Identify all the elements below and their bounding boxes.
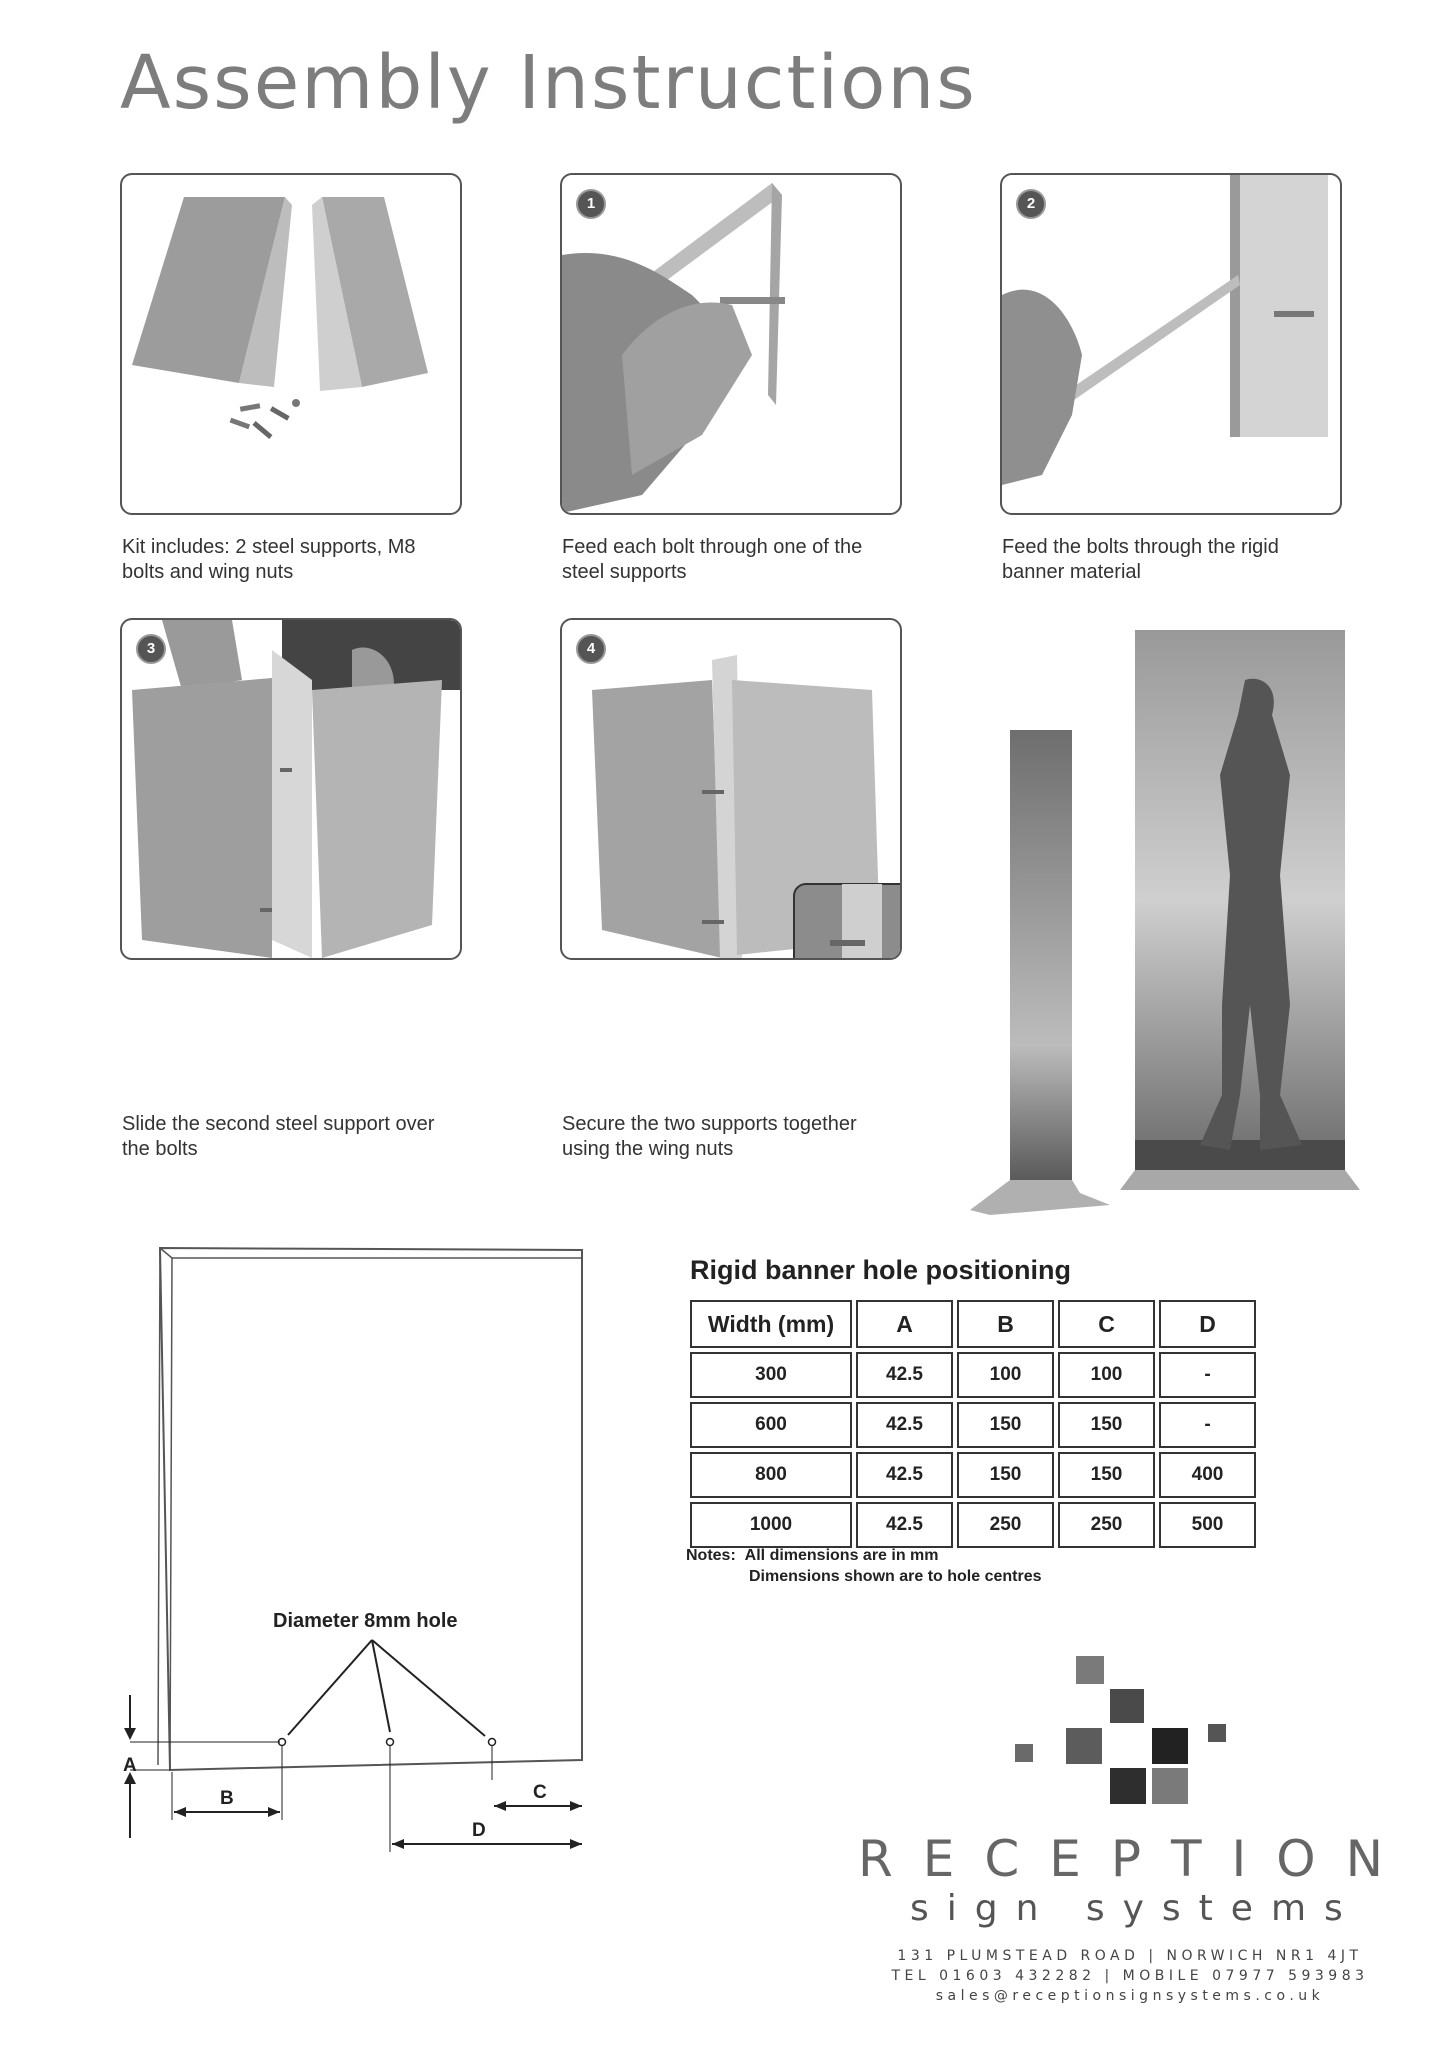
step-3-illustration: [122, 620, 460, 958]
hole-diameter-label: Diameter 8mm hole: [273, 1610, 458, 1632]
company-address: 131 PLUMSTEAD ROAD | NORWICH NR1 4JT: [897, 1948, 1363, 1964]
step-2-caption: Feed the bolts through the rigid banner material: [1002, 536, 1279, 583]
table-row: [690, 1402, 1256, 1448]
note-1: All dimensions are in mm: [744, 1547, 939, 1564]
step-3-badge: 3: [136, 634, 166, 664]
table-cell: 150: [957, 1402, 1054, 1448]
table-cell: 250: [1058, 1502, 1155, 1548]
kit-photo-panel: [120, 173, 462, 515]
step-1-badge: 1: [576, 189, 606, 219]
hole-right: [489, 1739, 496, 1746]
hole-middle: [387, 1739, 394, 1746]
step-caption-kit: Kit includes: 2 steel supports, M8 bolts and wing nuts: [122, 536, 416, 583]
table-cell: 42.5: [856, 1352, 953, 1398]
company-logo-mark: [1010, 1656, 1250, 1816]
step-2-illustration: [1002, 175, 1340, 513]
hole-position-diagram: [110, 1240, 600, 1860]
step-1-photo-panel: [560, 173, 902, 515]
table-cell: 500: [1159, 1502, 1256, 1548]
step-3-caption: Slide the second steel support over the bolts: [122, 1113, 435, 1160]
assembled-banner-photo: [960, 625, 1380, 1225]
table-cell: 42.5: [856, 1452, 953, 1498]
step-4-illustration: [562, 620, 900, 958]
step-1-illustration: [562, 175, 900, 513]
step-4-badge: 4: [576, 634, 606, 664]
page-title: Assembly Instructions: [120, 40, 977, 126]
table-cell: 150: [1058, 1452, 1155, 1498]
table-row: [690, 1452, 1256, 1498]
table-cell: 42.5: [856, 1502, 953, 1548]
table-title: Rigid banner hole positioning: [690, 1255, 1071, 1285]
table-header-row: [690, 1300, 1256, 1348]
table-cell: 100: [1058, 1352, 1155, 1398]
table-row: [690, 1502, 1256, 1548]
dimension-b-label: B: [220, 1788, 234, 1809]
header-width: Width (mm): [690, 1300, 852, 1348]
kit-illustration: [122, 175, 460, 513]
table-cell: -: [1159, 1352, 1256, 1398]
step-2-badge: 2: [1016, 189, 1046, 219]
header-b: B: [957, 1300, 1054, 1348]
table-cell: 150: [1058, 1402, 1155, 1448]
table-cell: 600: [690, 1402, 852, 1448]
hole-positioning-table: [686, 1296, 1260, 1552]
table-cell: 100: [957, 1352, 1054, 1398]
step-4-caption: Secure the two supports together using the wing nuts: [562, 1113, 857, 1160]
table-row: [690, 1352, 1256, 1398]
header-c: C: [1058, 1300, 1155, 1348]
company-phones: TEL 01603 432282 | MOBILE 07977 593983: [891, 1968, 1369, 1984]
dimension-c-label: C: [533, 1782, 547, 1803]
step-1-caption: Feed each bolt through one of the steel supports: [562, 536, 863, 583]
notes-label: Notes:: [686, 1547, 736, 1564]
note-2: Dimensions shown are to hole centres: [749, 1568, 1042, 1585]
table-cell: 800: [690, 1452, 852, 1498]
table-cell: 400: [1159, 1452, 1256, 1498]
company-email: sales@receptionsignsystems.co.uk: [935, 1988, 1325, 2004]
dimension-a-label: A: [123, 1755, 137, 1776]
table-cell: 250: [957, 1502, 1054, 1548]
dimension-d-label: D: [472, 1820, 486, 1841]
table-cell: 150: [957, 1452, 1054, 1498]
header-a: A: [856, 1300, 953, 1348]
step-2-photo-panel: [1000, 173, 1342, 515]
table-cell: 42.5: [856, 1402, 953, 1448]
step-4-photo-panel: [560, 618, 902, 960]
company-name: RECEPTION: [858, 1830, 1414, 1888]
table-cell: -: [1159, 1402, 1256, 1448]
table-cell: 1000: [690, 1502, 852, 1548]
step-3-photo-panel: [120, 618, 462, 960]
table-cell: 300: [690, 1352, 852, 1398]
table-notes: [686, 1545, 1042, 1587]
company-tagline: sign systems: [910, 1888, 1361, 1929]
header-d: D: [1159, 1300, 1256, 1348]
